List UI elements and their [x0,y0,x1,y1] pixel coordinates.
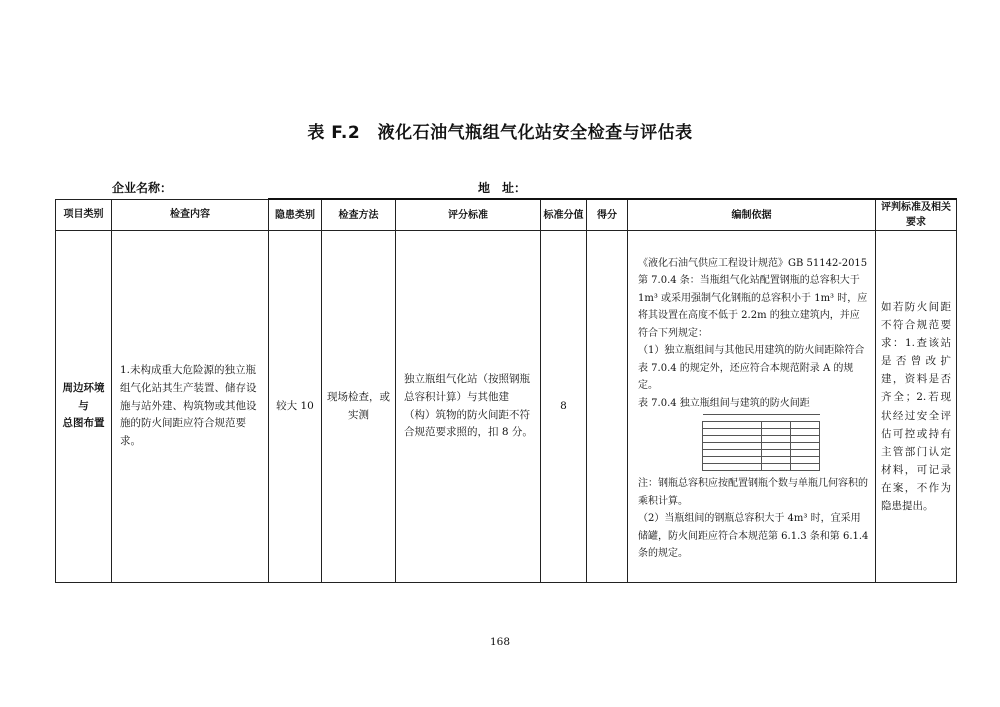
header-standard-score: 标准分值 [541,199,587,231]
cell-hazard: 较大 10 [269,231,322,583]
cell-requirements: 如若防火间距不符合规范要求：1.查该站是否曾改扩建，资料是否齐全；2.若现状经过安全评估可控或持有主管部门认定材料，可记录在案，不作为隐患提出。 [876,231,957,583]
category-line2: 与 [78,399,89,412]
category-line1: 周边环境 [62,382,105,395]
table-row [56,231,957,583]
embedded-distance-table-image [702,414,820,471]
category-line3: 总图布置 [62,417,105,430]
cell-basis [628,231,876,583]
cell-score [587,231,628,583]
basis-table-caption: 表 7.0.4 独立瓶组间与建筑的防火间距 [638,397,810,409]
header-hazard: 隐患类别 [269,199,322,231]
table-header-row [56,199,957,231]
header-score: 得分 [587,199,628,231]
basis-paragraph-2: （1）独立瓶组间与其他民用建筑的防火间距除符合表 7.0.4 的规定外，还应符合本规范附录 A 的规定。 [638,345,865,391]
basis-paragraph-1: 《液化石油气供应工程设计规范》GB 51142-2015 第 7.0.4 条：当瓶组气化站配置钢瓶的总容积大于 1m³ 或采用强制气化钢瓶的总容积小于 1m³ 时，应将其设置在高度不低于 2.2m 的独立建筑内，并应符合下列规定： [638,257,868,339]
cell-criteria: 独立瓶组气化站（按照钢瓶总容积计算）与其他建（构）筑物的防火间距不符合规范要求照的，扣 8 分。 [396,231,541,583]
cell-method: 现场检查，或实测 [322,231,396,583]
header-content: 检查内容 [112,199,269,231]
cell-standard-score: 8 [541,231,587,583]
header-method: 检查方法 [322,199,396,231]
header-basis: 编制依据 [628,199,876,231]
cell-content: 1.未构成重大危险源的独立瓶组气化站其生产装置、储存设施与站外建、构筑物或其他设施的防火间距应符合规范要求。 [112,231,269,583]
basis-note: 注：钢瓶总容积应按配置钢瓶个数与单瓶几何容积的乘积计算。 [638,478,868,507]
address-label: 地 址： [478,181,527,195]
header-requirements: 评判标准及相关要求 [876,199,957,231]
header-category: 项目类别 [56,199,112,231]
inspection-table [55,198,957,583]
page-title: 表 F.2 液化石油气瓶组气化站安全检查与评估表 [307,123,693,143]
company-name-label: 企业名称： [112,181,173,195]
basis-paragraph-5: （2）当瓶组间的钢瓶总容积大于 4m³ 时，宜采用储罐，防火间距应符合本规范第 6.1.3 条和第 6.1.4 条的规定。 [638,513,869,559]
page-number: 168 [489,636,511,648]
cell-category [56,231,112,583]
header-criteria: 评分标准 [396,199,541,231]
